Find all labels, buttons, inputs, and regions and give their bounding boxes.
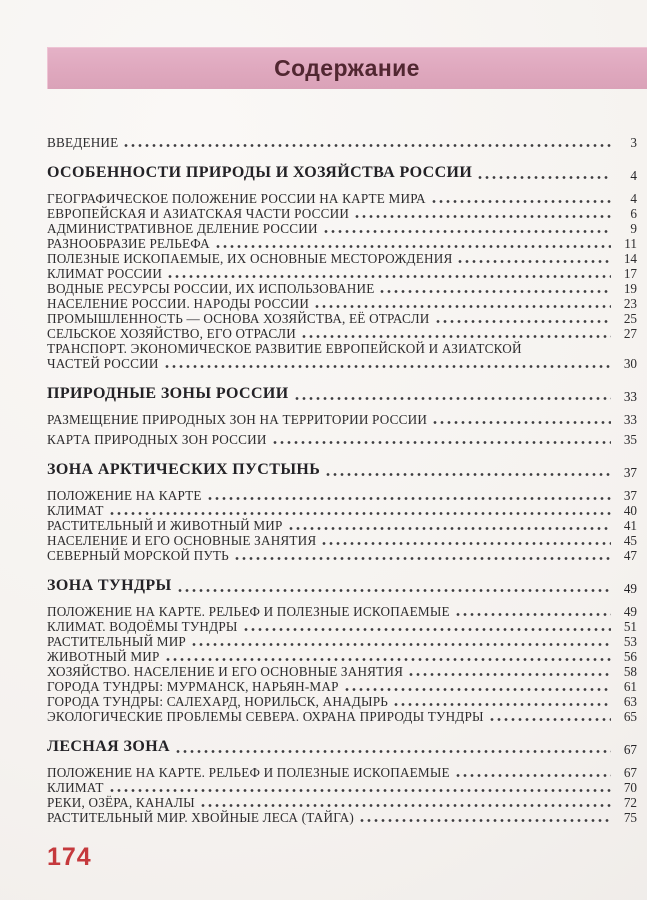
toc-section-heading-label: ЗОНА АРКТИЧЕСКИХ ПУСТЫНЬ <box>47 461 321 478</box>
toc-entry <box>47 432 637 447</box>
toc-entry <box>47 236 637 251</box>
toc-entry-page: 75 <box>623 810 637 825</box>
toc-entry <box>47 664 637 679</box>
dot-leader <box>166 657 611 662</box>
toc-entry-label: ЖИВОТНЫЙ МИР <box>47 649 160 664</box>
toc-entry-continuation-label: ЧАСТЕЙ РОССИИ <box>47 356 159 371</box>
toc-entry <box>47 488 637 503</box>
toc-entry <box>47 503 637 518</box>
dot-leader <box>315 304 611 309</box>
dot-leader <box>324 229 611 234</box>
toc-section-heading-label: ОСОБЕННОСТИ ПРИРОДЫ И ХОЗЯЙСТВА РОССИИ <box>47 164 473 181</box>
dot-leader <box>110 788 611 793</box>
dot-leader <box>478 175 611 180</box>
toc-entry-page: 67 <box>623 765 637 780</box>
toc-entry <box>47 679 637 694</box>
toc-entry <box>47 341 637 371</box>
toc-entry-page: 9 <box>630 221 637 236</box>
toc-entry <box>47 281 637 296</box>
toc-entry-label: ГОРОДА ТУНДРЫ: САЛЕХАРД, НОРИЛЬСК, АНАДЫРЬ <box>47 694 388 709</box>
toc-entry-page: 14 <box>623 251 637 266</box>
toc-entry-label: КЛИМАТ <box>47 780 104 795</box>
dot-leader <box>235 556 611 561</box>
toc-entry-page: 72 <box>623 795 637 810</box>
toc-entry-label: РАСТИТЕЛЬНЫЙ И ЖИВОТНЫЙ МИР <box>47 518 283 533</box>
toc-entry-label: РЕКИ, ОЗЁРА, КАНАЛЫ <box>47 795 195 810</box>
toc-entry-page: 56 <box>623 649 637 664</box>
toc-entry <box>47 311 637 326</box>
dot-leader <box>216 244 611 249</box>
toc-entry <box>47 412 637 427</box>
toc-section-heading <box>47 737 637 757</box>
toc-entry-continuation-page: 30 <box>623 356 637 371</box>
toc-entry <box>47 694 637 709</box>
dot-leader <box>295 396 611 401</box>
dot-leader <box>433 420 611 425</box>
toc-entry-page: 40 <box>623 503 637 518</box>
toc-section-heading-page: 33 <box>623 389 637 404</box>
toc-entry-page: 6 <box>630 206 637 221</box>
toc-entry <box>47 795 637 810</box>
toc-entry <box>47 266 637 281</box>
dot-leader <box>168 274 611 279</box>
toc-entry <box>47 709 637 724</box>
toc-entry-page: 17 <box>623 266 637 281</box>
toc-entry-page: 49 <box>623 604 637 619</box>
dot-leader <box>208 496 611 501</box>
dot-leader <box>355 214 611 219</box>
toc-entry-label: ЭКОЛОГИЧЕСКИЕ ПРОБЛЕМЫ СЕВЕРА. ОХРАНА ПРИРОДЫ ТУНДРЫ <box>47 709 484 724</box>
toc-section-heading <box>47 384 637 404</box>
toc-section-heading <box>47 576 637 596</box>
toc-entry <box>47 518 637 533</box>
dot-leader <box>458 259 611 264</box>
dot-leader <box>360 818 611 823</box>
toc <box>47 135 637 825</box>
toc-entry <box>47 206 637 221</box>
toc-entry-page: 37 <box>623 488 637 503</box>
page-title: Содержание <box>274 54 420 81</box>
toc-entry-label: ВВЕДЕНИЕ <box>47 135 119 150</box>
toc-entry <box>47 780 637 795</box>
toc-entry-label: РАСТИТЕЛЬНЫЙ МИР. ХВОЙНЫЕ ЛЕСА (ТАЙГА) <box>47 810 354 825</box>
toc-entry-label: ПОЛОЖЕНИЕ НА КАРТЕ. РЕЛЬЕФ И ПОЛЕЗНЫЕ ИСКОПАЕМЫЕ <box>47 765 450 780</box>
toc-entry-label: ПРОМЫШЛЕННОСТЬ — ОСНОВА ХОЗЯЙСТВА, ЕЁ ОТРАСЛИ <box>47 311 430 326</box>
dot-leader <box>490 717 611 722</box>
toc-section <box>47 576 637 724</box>
toc-section-heading <box>47 163 637 183</box>
dot-leader <box>273 440 611 445</box>
toc-entry <box>47 326 637 341</box>
toc-section <box>47 737 637 825</box>
dot-leader <box>192 642 611 647</box>
toc-entry-label: ЕВРОПЕЙСКАЯ И АЗИАТСКАЯ ЧАСТИ РОССИИ <box>47 206 350 221</box>
toc-section <box>47 460 637 563</box>
toc-entry-page: 58 <box>623 664 637 679</box>
dot-leader <box>302 334 611 339</box>
toc-entry-label: НАСЕЛЕНИЕ И ЕГО ОСНОВНЫЕ ЗАНЯТИЯ <box>47 533 317 548</box>
dot-leader <box>380 289 611 294</box>
toc-section-heading-label: ЛЕСНАЯ ЗОНА <box>47 738 170 755</box>
toc-entry <box>47 533 637 548</box>
toc-entry-page: 70 <box>623 780 637 795</box>
toc-entry-label: ПОЛОЖЕНИЕ НА КАРТЕ <box>47 488 202 503</box>
toc-entry <box>47 810 637 825</box>
toc-entry-label: ПОЛОЖЕНИЕ НА КАРТЕ. РЕЛЬЕФ И ПОЛЕЗНЫЕ ИСКОПАЕМЫЕ <box>47 604 450 619</box>
toc-entry-page: 51 <box>623 619 637 634</box>
toc-entry-label: РАЗМЕЩЕНИЕ ПРИРОДНЫХ ЗОН НА ТЕРРИТОРИИ РОССИИ <box>47 412 428 427</box>
toc-entry-label: ГОРОДА ТУНДРЫ: МУРМАНСК, НАРЬЯН-МАР <box>47 679 339 694</box>
dot-leader <box>178 588 611 593</box>
toc-entry <box>47 649 637 664</box>
dot-leader <box>110 511 611 516</box>
toc-section <box>47 384 637 447</box>
toc-entry <box>47 251 637 266</box>
toc-entry <box>47 548 637 563</box>
toc-entry <box>47 634 637 649</box>
toc-entry-page: 45 <box>623 533 637 548</box>
toc-entry-label: КЛИМАТ <box>47 503 104 518</box>
toc-entry <box>47 765 637 780</box>
toc-section-heading <box>47 460 637 480</box>
toc-entry-label: ХОЗЯЙСТВО. НАСЕЛЕНИЕ И ЕГО ОСНОВНЫЕ ЗАНЯТИЯ <box>47 664 404 679</box>
dot-leader <box>289 526 611 531</box>
toc-entry <box>47 221 637 236</box>
dot-leader <box>345 687 611 692</box>
toc-entry-page: 61 <box>623 679 637 694</box>
toc-section-heading-label: ПРИРОДНЫЕ ЗОНЫ РОССИИ <box>47 385 289 402</box>
toc-entry-continuation <box>47 356 637 371</box>
toc-entry-label: КАРТА ПРИРОДНЫХ ЗОН РОССИИ <box>47 432 267 447</box>
toc-entry-page: 25 <box>623 311 637 326</box>
dot-leader <box>456 773 611 778</box>
dot-leader <box>176 749 611 754</box>
toc-entry-label: ПОЛЕЗНЫЕ ИСКОПАЕМЫЕ, ИХ ОСНОВНЫЕ МЕСТОРОЖДЕНИЯ <box>47 251 453 266</box>
toc-entry-page: 41 <box>623 518 637 533</box>
toc-entry-label: ГЕОГРАФИЧЕСКОЕ ПОЛОЖЕНИЕ РОССИИ НА КАРТЕ МИРА <box>47 191 426 206</box>
folio-page-number: 174 <box>47 843 92 871</box>
toc-entry-label: РАСТИТЕЛЬНЫЙ МИР <box>47 634 186 649</box>
toc-section-heading-page: 67 <box>623 742 637 757</box>
toc-entry-label: АДМИНИСТРАТИВНОЕ ДЕЛЕНИЕ РОССИИ <box>47 221 318 236</box>
toc-entry-page: 11 <box>624 236 637 251</box>
toc-entry-label: СЕЛЬСКОЕ ХОЗЯЙСТВО, ЕГО ОТРАСЛИ <box>47 326 296 341</box>
toc-section-heading-page: 37 <box>623 465 637 480</box>
dot-leader <box>326 472 611 477</box>
toc-entry-page: 47 <box>623 548 637 563</box>
toc-entry <box>47 296 637 311</box>
toc-entry-label: НАСЕЛЕНИЕ РОССИИ. НАРОДЫ РОССИИ <box>47 296 310 311</box>
toc-section-heading-page: 49 <box>623 581 637 596</box>
dot-leader <box>124 143 611 148</box>
toc-entry-page: 63 <box>623 694 637 709</box>
toc-section-heading-label: ЗОНА ТУНДРЫ <box>47 577 172 594</box>
toc-entry-page: 23 <box>623 296 637 311</box>
toc-section-heading-page: 4 <box>630 168 637 183</box>
dot-leader <box>436 319 612 324</box>
dot-leader <box>201 803 611 808</box>
toc-entry-label: ВОДНЫЕ РЕСУРСЫ РОССИИ, ИХ ИСПОЛЬЗОВАНИЕ <box>47 281 375 296</box>
toc-entry-page: 33 <box>623 412 637 427</box>
dot-leader <box>432 199 611 204</box>
toc-entry-page: 65 <box>623 709 637 724</box>
dot-leader <box>394 702 611 707</box>
toc-entry-page: 53 <box>623 634 637 649</box>
toc-entry-page: 3 <box>630 135 637 150</box>
dot-leader <box>456 612 611 617</box>
toc-entry-page: 19 <box>623 281 637 296</box>
contents-title-bar <box>47 47 647 89</box>
toc-entry <box>47 619 637 634</box>
toc-entry-label: ТРАНСПОРТ. ЭКОНОМИЧЕСКОЕ РАЗВИТИЕ ЕВРОПЕЙСКОЙ И АЗИАТСКОЙ <box>47 341 522 356</box>
toc-entry-label: КЛИМАТ. ВОДОЁМЫ ТУНДРЫ <box>47 619 238 634</box>
dot-leader <box>165 364 611 369</box>
toc-entry-label: КЛИМАТ РОССИИ <box>47 266 163 281</box>
dot-leader <box>322 541 611 546</box>
toc-entry-label: РАЗНООБРАЗИЕ РЕЛЬЕФА <box>47 236 210 251</box>
dot-leader <box>409 672 611 677</box>
toc-entry-page: 27 <box>623 326 637 341</box>
dot-leader <box>244 627 611 632</box>
toc-entry <box>47 191 637 206</box>
toc-section <box>47 163 637 371</box>
toc-entry-label: СЕВЕРНЫЙ МОРСКОЙ ПУТЬ <box>47 548 229 563</box>
toc-entry-page: 4 <box>630 191 637 206</box>
toc-section <box>47 135 637 150</box>
toc-entry <box>47 135 637 150</box>
toc-entry-page: 35 <box>623 432 637 447</box>
toc-entry <box>47 604 637 619</box>
